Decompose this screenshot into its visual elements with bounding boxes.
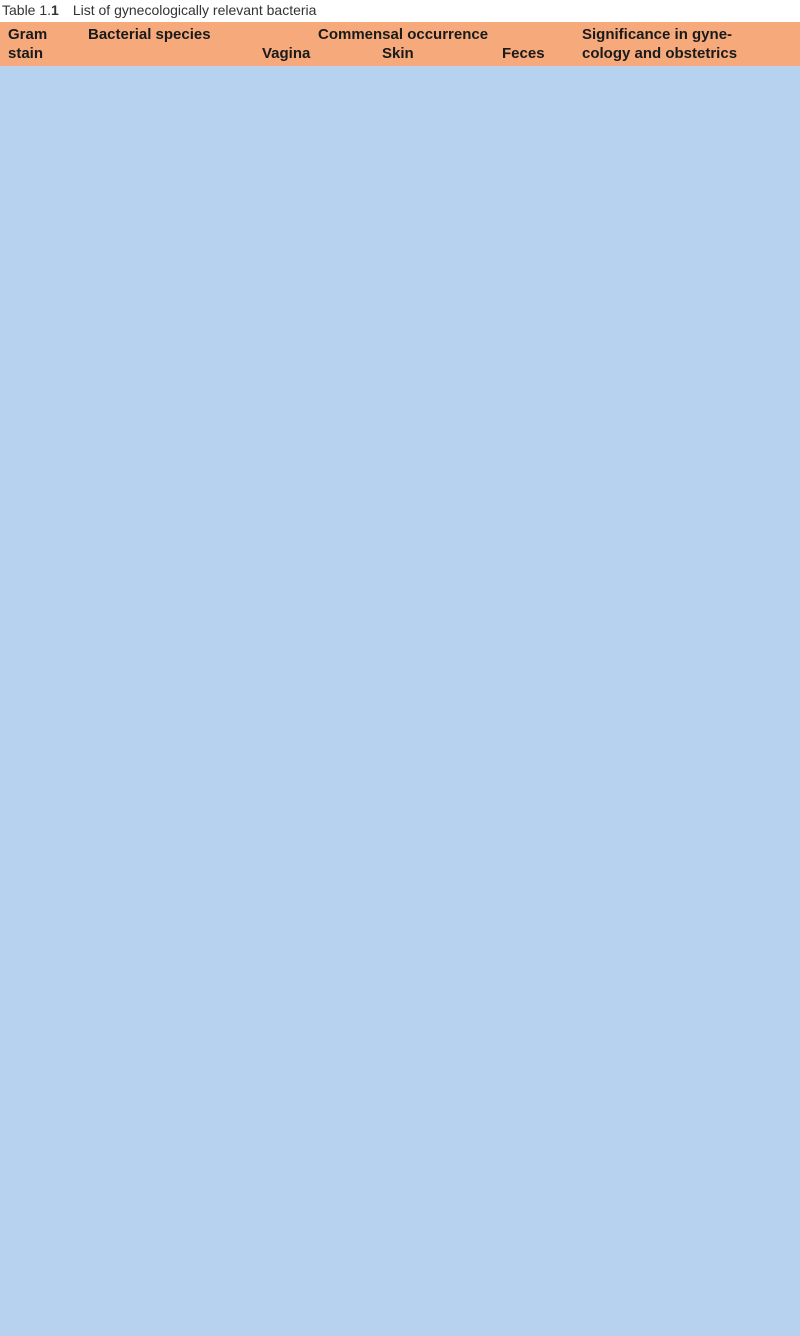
header-commensal-occurrence: Commensal occurrence — [318, 26, 489, 43]
table-body — [0, 66, 800, 1336]
header-skin: Skin — [382, 45, 414, 62]
header-gram-stain: Gram stain — [8, 26, 48, 62]
header-significance: Significance in gyne- cology and obstetrics — [582, 26, 738, 62]
header-feces: Feces — [502, 45, 545, 62]
table-number: Table 1.1 — [2, 2, 59, 18]
header-vagina: Vagina — [262, 45, 311, 62]
header-bacterial-species: Bacterial species — [88, 26, 211, 43]
table-header — [0, 22, 800, 66]
table-caption — [0, 0, 800, 22]
table-title: List of gynecologically relevant bacteria — [72, 2, 317, 18]
